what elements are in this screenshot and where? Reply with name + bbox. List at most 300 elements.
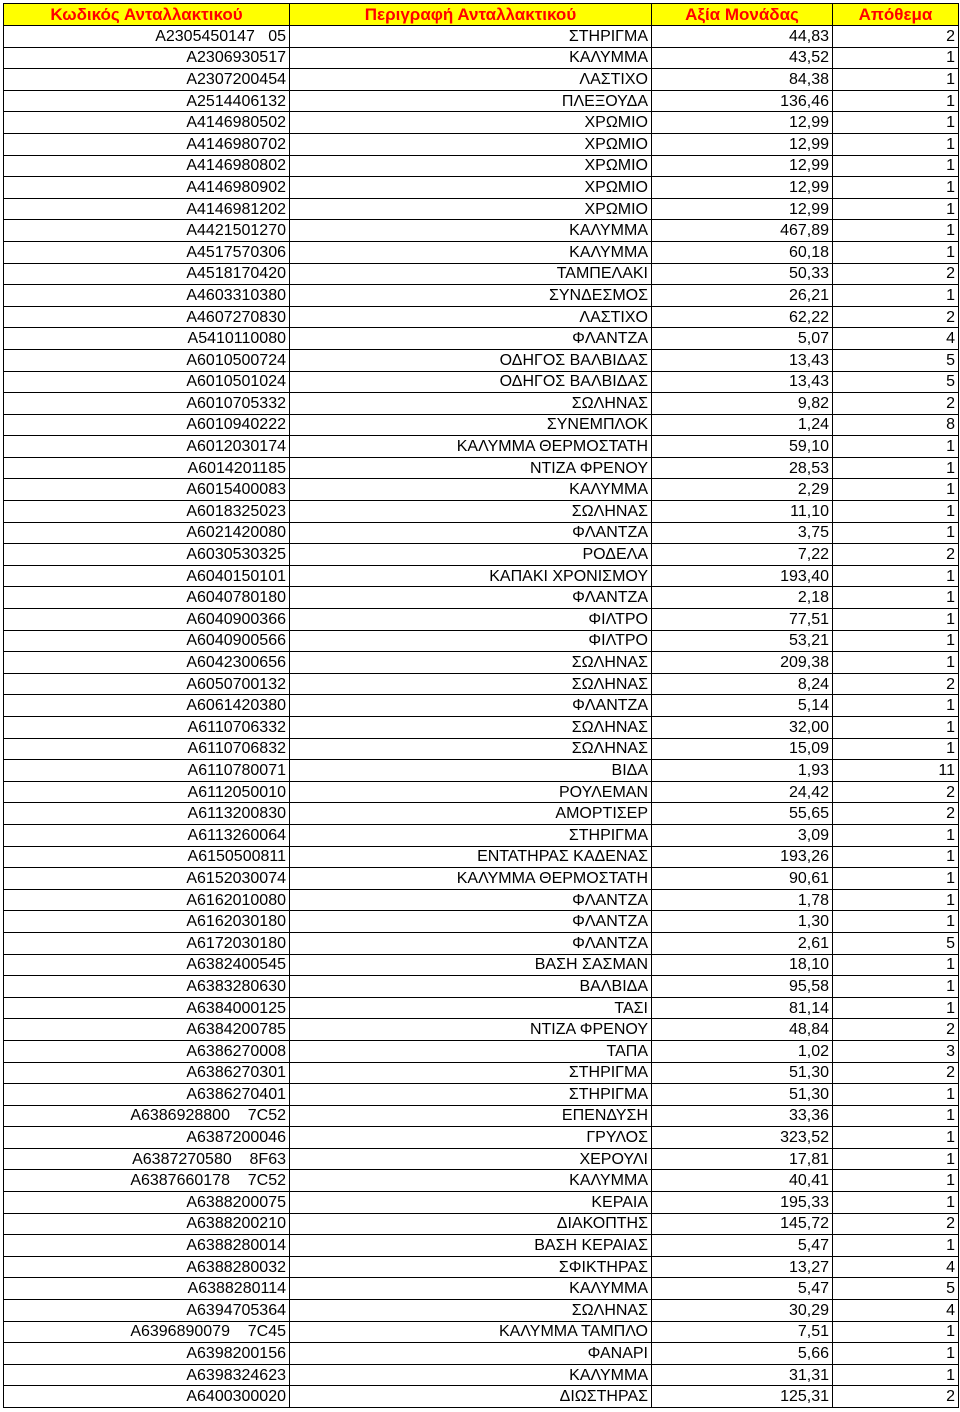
cell-description: ΦΛΑΝΤΖΑ — [290, 695, 652, 717]
table-row — [4, 26, 959, 48]
table-row — [4, 868, 959, 890]
cell-description: ΚΑΛΥΜΜΑ ΘΕΡΜΟΣΤΑΤΗ — [290, 868, 652, 890]
table-row — [4, 155, 959, 177]
cell-stock: 2 — [833, 781, 959, 803]
table-row — [4, 501, 959, 523]
cell-stock: 2 — [833, 803, 959, 825]
cell-part-code: A5410110080 — [4, 328, 290, 350]
cell-description: ΣΩΛΗΝΑΣ — [290, 393, 652, 415]
cell-stock: 1 — [833, 241, 959, 263]
cell-part-code: A6162030180 — [4, 911, 290, 933]
cell-stock: 5 — [833, 932, 959, 954]
cell-description: ΣΥΝΔΕΣΜΟΣ — [290, 285, 652, 307]
cell-unit-value: 90,61 — [652, 868, 833, 890]
cell-unit-value: 7,51 — [652, 1321, 833, 1343]
table-row — [4, 328, 959, 350]
cell-part-code: A2514406132 — [4, 90, 290, 112]
cell-part-code: A6388280014 — [4, 1235, 290, 1257]
cell-description: ΕΠΕΝΔΥΣΗ — [290, 1105, 652, 1127]
cell-unit-value: 30,29 — [652, 1300, 833, 1322]
cell-stock: 1 — [833, 155, 959, 177]
cell-part-code: A4603310380 — [4, 285, 290, 307]
cell-part-code: A6030530325 — [4, 544, 290, 566]
cell-part-code: A6113200830 — [4, 803, 290, 825]
cell-stock: 1 — [833, 133, 959, 155]
cell-part-code: A6382400545 — [4, 954, 290, 976]
cell-stock: 1 — [833, 889, 959, 911]
cell-unit-value: 59,10 — [652, 436, 833, 458]
cell-unit-value: 7,22 — [652, 544, 833, 566]
cell-unit-value: 84,38 — [652, 69, 833, 91]
cell-stock: 1 — [833, 868, 959, 890]
cell-description: ΡΟΥΛΕΜΑΝ — [290, 781, 652, 803]
cell-unit-value: 62,22 — [652, 306, 833, 328]
table-row — [4, 1343, 959, 1365]
cell-unit-value: 13,43 — [652, 349, 833, 371]
cell-stock: 2 — [833, 1213, 959, 1235]
cell-stock: 2 — [833, 306, 959, 328]
table-row — [4, 133, 959, 155]
cell-part-code: A6388280114 — [4, 1278, 290, 1300]
cell-description: ΣΩΛΗΝΑΣ — [290, 652, 652, 674]
cell-unit-value: 32,00 — [652, 717, 833, 739]
cell-unit-value: 13,43 — [652, 371, 833, 393]
cell-part-code: A6152030074 — [4, 868, 290, 890]
table-row — [4, 241, 959, 263]
cell-unit-value: 3,75 — [652, 522, 833, 544]
cell-stock: 1 — [833, 1170, 959, 1192]
cell-unit-value: 1,30 — [652, 911, 833, 933]
cell-description: ΒΑΛΒΙΔΑ — [290, 976, 652, 998]
cell-description: ΚΑΛΥΜΜΑ — [290, 479, 652, 501]
table-row — [4, 371, 959, 393]
table-row — [4, 220, 959, 242]
cell-description: ΚΑΛΥΜΜΑ — [290, 1170, 652, 1192]
cell-stock: 1 — [833, 630, 959, 652]
cell-description: ΒΑΣΗ ΣΑΣΜΑΝ — [290, 954, 652, 976]
cell-description: ΡΟΔΕΛΑ — [290, 544, 652, 566]
cell-stock: 3 — [833, 1040, 959, 1062]
cell-unit-value: 31,31 — [652, 1364, 833, 1386]
cell-unit-value: 43,52 — [652, 47, 833, 69]
cell-unit-value: 18,10 — [652, 954, 833, 976]
cell-stock: 2 — [833, 26, 959, 48]
cell-unit-value: 1,78 — [652, 889, 833, 911]
cell-unit-value: 12,99 — [652, 133, 833, 155]
cell-unit-value: 5,14 — [652, 695, 833, 717]
table-row — [4, 889, 959, 911]
cell-stock: 5 — [833, 371, 959, 393]
table-row — [4, 1321, 959, 1343]
cell-part-code: A6386928800 7C52 — [4, 1105, 290, 1127]
cell-part-code: A6040150101 — [4, 565, 290, 587]
table-row — [4, 393, 959, 415]
cell-part-code: A6040780180 — [4, 587, 290, 609]
cell-part-code: A6110706832 — [4, 738, 290, 760]
cell-part-code: A6150500811 — [4, 846, 290, 868]
cell-unit-value: 209,38 — [652, 652, 833, 674]
cell-stock: 1 — [833, 285, 959, 307]
cell-stock: 11 — [833, 760, 959, 782]
cell-description: ΦΛΑΝΤΖΑ — [290, 932, 652, 954]
cell-stock: 1 — [833, 1364, 959, 1386]
table-row — [4, 285, 959, 307]
cell-part-code: A6388200210 — [4, 1213, 290, 1235]
table-row — [4, 1084, 959, 1106]
table-row — [4, 1170, 959, 1192]
table-row — [4, 695, 959, 717]
cell-part-code: A6396890079 7C45 — [4, 1321, 290, 1343]
cell-part-code: A4146980902 — [4, 177, 290, 199]
table-row — [4, 824, 959, 846]
cell-part-code: A6042300656 — [4, 652, 290, 674]
cell-stock: 2 — [833, 393, 959, 415]
cell-part-code: A6394705364 — [4, 1300, 290, 1322]
table-row — [4, 1386, 959, 1408]
table-row — [4, 1235, 959, 1257]
cell-unit-value: 12,99 — [652, 198, 833, 220]
cell-unit-value: 15,09 — [652, 738, 833, 760]
cell-stock: 2 — [833, 1019, 959, 1041]
cell-stock: 8 — [833, 414, 959, 436]
cell-part-code: A6021420080 — [4, 522, 290, 544]
cell-description: ΧΡΩΜΙΟ — [290, 112, 652, 134]
cell-part-code: A4517570306 — [4, 241, 290, 263]
cell-stock: 1 — [833, 1343, 959, 1365]
cell-unit-value: 195,33 — [652, 1192, 833, 1214]
cell-stock: 1 — [833, 609, 959, 631]
table-row — [4, 90, 959, 112]
cell-stock: 1 — [833, 522, 959, 544]
cell-description: ΚΑΠΑΚΙ ΧΡΟΝΙΣΜΟΥ — [290, 565, 652, 587]
cell-description: ΦΑΝΑΡΙ — [290, 1343, 652, 1365]
cell-stock: 1 — [833, 997, 959, 1019]
cell-description: ΟΔΗΓΟΣ ΒΑΛΒΙΔΑΣ — [290, 349, 652, 371]
cell-part-code: A6387200046 — [4, 1127, 290, 1149]
header-row — [4, 4, 959, 26]
cell-unit-value: 26,21 — [652, 285, 833, 307]
cell-part-code: A6388280032 — [4, 1256, 290, 1278]
cell-description: ΛΑΣΤΙΧΟ — [290, 306, 652, 328]
cell-unit-value: 2,29 — [652, 479, 833, 501]
cell-description: ΤΑΜΠΕΛΑΚΙ — [290, 263, 652, 285]
cell-description: ΣΩΛΗΝΑΣ — [290, 673, 652, 695]
table-row — [4, 47, 959, 69]
table-row — [4, 997, 959, 1019]
table-row — [4, 1278, 959, 1300]
table-row — [4, 1127, 959, 1149]
cell-part-code: A6387270580 8F63 — [4, 1148, 290, 1170]
cell-description: ΚΑΛΥΜΜΑ — [290, 47, 652, 69]
cell-description: ΔΙΩΣΤΗΡΑΣ — [290, 1386, 652, 1408]
cell-part-code: A4146980502 — [4, 112, 290, 134]
table-row — [4, 846, 959, 868]
cell-unit-value: 81,14 — [652, 997, 833, 1019]
cell-description: ΒΑΣΗ ΚΕΡΑΙΑΣ — [290, 1235, 652, 1257]
cell-part-code: A2307200454 — [4, 69, 290, 91]
cell-unit-value: 193,26 — [652, 846, 833, 868]
table-row — [4, 436, 959, 458]
cell-description: ΛΑΣΤΙΧΟ — [290, 69, 652, 91]
cell-stock: 1 — [833, 1105, 959, 1127]
cell-description: ΔΙΑΚΟΠΤΗΣ — [290, 1213, 652, 1235]
cell-part-code: A6398324623 — [4, 1364, 290, 1386]
cell-part-code: A6112050010 — [4, 781, 290, 803]
cell-stock: 1 — [833, 436, 959, 458]
table-row — [4, 1256, 959, 1278]
cell-stock: 2 — [833, 1386, 959, 1408]
cell-unit-value: 323,52 — [652, 1127, 833, 1149]
cell-description: ΝΤΙΖΑ ΦΡΕΝΟΥ — [290, 457, 652, 479]
column-header-part-code: Κωδικός Ανταλλακτικού — [4, 4, 290, 26]
cell-part-code: A2306930517 — [4, 47, 290, 69]
column-header-unit-value: Αξία Μονάδας — [652, 4, 833, 26]
cell-description: ΣΥΝΕΜΠΛΟΚ — [290, 414, 652, 436]
table-row — [4, 932, 959, 954]
cell-stock: 1 — [833, 824, 959, 846]
cell-stock: 5 — [833, 1278, 959, 1300]
table-row — [4, 954, 959, 976]
cell-unit-value: 53,21 — [652, 630, 833, 652]
table-row — [4, 1019, 959, 1041]
table-row — [4, 1062, 959, 1084]
cell-part-code: A4607270830 — [4, 306, 290, 328]
cell-description: ΣΩΛΗΝΑΣ — [290, 738, 652, 760]
cell-description: ΓΡΥΛΟΣ — [290, 1127, 652, 1149]
cell-part-code: A6383280630 — [4, 976, 290, 998]
cell-description: ΦΛΑΝΤΖΑ — [290, 587, 652, 609]
table-row — [4, 1213, 959, 1235]
parts-table — [3, 3, 959, 1408]
cell-stock: 1 — [833, 69, 959, 91]
cell-description: ΝΤΙΖΑ ΦΡΕΝΟΥ — [290, 1019, 652, 1041]
cell-part-code: A6400300020 — [4, 1386, 290, 1408]
cell-description: ΚΑΛΥΜΜΑ ΤΑΜΠΛΟ — [290, 1321, 652, 1343]
cell-unit-value: 2,61 — [652, 932, 833, 954]
cell-stock: 1 — [833, 695, 959, 717]
cell-stock: 1 — [833, 457, 959, 479]
cell-part-code: A6388200075 — [4, 1192, 290, 1214]
cell-stock: 1 — [833, 47, 959, 69]
table-row — [4, 1300, 959, 1322]
cell-part-code: A6162010080 — [4, 889, 290, 911]
cell-stock: 2 — [833, 1062, 959, 1084]
cell-stock: 1 — [833, 220, 959, 242]
cell-description: ΠΛΕΞΟΥΔΑ — [290, 90, 652, 112]
cell-stock: 1 — [833, 90, 959, 112]
cell-part-code: A6113260064 — [4, 824, 290, 846]
cell-description: ΚΑΛΥΜΜΑ — [290, 220, 652, 242]
cell-unit-value: 5,07 — [652, 328, 833, 350]
table-row — [4, 112, 959, 134]
cell-stock: 2 — [833, 673, 959, 695]
cell-stock: 1 — [833, 954, 959, 976]
table-row — [4, 803, 959, 825]
table-body — [4, 26, 959, 1408]
table-row — [4, 479, 959, 501]
cell-part-code: A6061420380 — [4, 695, 290, 717]
column-header-description: Περιγραφή Ανταλλακτικού — [290, 4, 652, 26]
cell-unit-value: 2,18 — [652, 587, 833, 609]
cell-part-code: A4518170420 — [4, 263, 290, 285]
column-header-stock: Απόθεμα — [833, 4, 959, 26]
cell-unit-value: 467,89 — [652, 220, 833, 242]
cell-unit-value: 95,58 — [652, 976, 833, 998]
cell-stock: 1 — [833, 1235, 959, 1257]
cell-description: ΣΤΗΡΙΓΜΑ — [290, 26, 652, 48]
cell-part-code: A4146980802 — [4, 155, 290, 177]
cell-description: ΣΩΛΗΝΑΣ — [290, 717, 652, 739]
cell-unit-value: 193,40 — [652, 565, 833, 587]
cell-stock: 1 — [833, 911, 959, 933]
cell-unit-value: 8,24 — [652, 673, 833, 695]
cell-stock: 4 — [833, 1256, 959, 1278]
cell-stock: 1 — [833, 1148, 959, 1170]
table-row — [4, 976, 959, 998]
cell-description: ΣΩΛΗΝΑΣ — [290, 1300, 652, 1322]
cell-unit-value: 12,99 — [652, 177, 833, 199]
cell-description: ΤΑΠΑ — [290, 1040, 652, 1062]
cell-unit-value: 12,99 — [652, 155, 833, 177]
cell-unit-value: 125,31 — [652, 1386, 833, 1408]
cell-stock: 5 — [833, 349, 959, 371]
cell-unit-value: 44,83 — [652, 26, 833, 48]
table-row — [4, 673, 959, 695]
table-row — [4, 198, 959, 220]
cell-stock: 4 — [833, 328, 959, 350]
table-row — [4, 1148, 959, 1170]
cell-description: ΣΩΛΗΝΑΣ — [290, 501, 652, 523]
cell-stock: 1 — [833, 1127, 959, 1149]
cell-stock: 1 — [833, 1192, 959, 1214]
cell-stock: 1 — [833, 479, 959, 501]
cell-description: ΚΑΛΥΜΜΑ ΘΕΡΜΟΣΤΑΤΗ — [290, 436, 652, 458]
cell-unit-value: 77,51 — [652, 609, 833, 631]
table-row — [4, 263, 959, 285]
table-row — [4, 781, 959, 803]
cell-unit-value: 24,42 — [652, 781, 833, 803]
cell-description: ΟΔΗΓΟΣ ΒΑΛΒΙΔΑΣ — [290, 371, 652, 393]
cell-part-code: A6040900366 — [4, 609, 290, 631]
cell-unit-value: 55,65 — [652, 803, 833, 825]
cell-stock: 1 — [833, 738, 959, 760]
cell-stock: 1 — [833, 198, 959, 220]
cell-part-code: A6010500724 — [4, 349, 290, 371]
cell-description: ΧΡΩΜΙΟ — [290, 198, 652, 220]
cell-part-code: A6015400083 — [4, 479, 290, 501]
table-row — [4, 457, 959, 479]
cell-unit-value: 51,30 — [652, 1084, 833, 1106]
cell-stock: 1 — [833, 976, 959, 998]
cell-unit-value: 50,33 — [652, 263, 833, 285]
cell-unit-value: 13,27 — [652, 1256, 833, 1278]
cell-description: ΚΑΛΥΜΜΑ — [290, 241, 652, 263]
cell-unit-value: 5,47 — [652, 1235, 833, 1257]
table-row — [4, 349, 959, 371]
table-row — [4, 587, 959, 609]
cell-unit-value: 145,72 — [652, 1213, 833, 1235]
cell-stock: 1 — [833, 652, 959, 674]
cell-unit-value: 28,53 — [652, 457, 833, 479]
cell-unit-value: 12,99 — [652, 112, 833, 134]
cell-description: ΣΦΙΚΤΗΡΑΣ — [290, 1256, 652, 1278]
cell-description: ΦΙΛΤΡΟ — [290, 609, 652, 631]
cell-part-code: A6018325023 — [4, 501, 290, 523]
cell-description: ΣΤΗΡΙΓΜΑ — [290, 824, 652, 846]
cell-description: ΦΛΑΝΤΖΑ — [290, 328, 652, 350]
table-row — [4, 544, 959, 566]
cell-description: ΣΤΗΡΙΓΜΑ — [290, 1084, 652, 1106]
cell-unit-value: 3,09 — [652, 824, 833, 846]
cell-description: ΕΝΤΑΤΗΡΑΣ ΚΑΔΕΝΑΣ — [290, 846, 652, 868]
cell-part-code: A6172030180 — [4, 932, 290, 954]
cell-unit-value: 1,24 — [652, 414, 833, 436]
cell-unit-value: 48,84 — [652, 1019, 833, 1041]
cell-unit-value: 51,30 — [652, 1062, 833, 1084]
cell-unit-value: 11,10 — [652, 501, 833, 523]
table-row — [4, 1364, 959, 1386]
cell-stock: 1 — [833, 1084, 959, 1106]
cell-description: ΣΤΗΡΙΓΜΑ — [290, 1062, 652, 1084]
cell-unit-value: 1,02 — [652, 1040, 833, 1062]
cell-unit-value: 136,46 — [652, 90, 833, 112]
cell-description: ΦΛΑΝΤΖΑ — [290, 911, 652, 933]
cell-part-code: A6014201185 — [4, 457, 290, 479]
table-row — [4, 565, 959, 587]
table-row — [4, 760, 959, 782]
cell-stock: 1 — [833, 565, 959, 587]
cell-description: ΧΡΩΜΙΟ — [290, 177, 652, 199]
cell-unit-value: 60,18 — [652, 241, 833, 263]
cell-part-code: A6386270401 — [4, 1084, 290, 1106]
cell-part-code: A6384000125 — [4, 997, 290, 1019]
cell-description: ΑΜΟΡΤΙΣΕΡ — [290, 803, 652, 825]
table-row — [4, 306, 959, 328]
cell-stock: 1 — [833, 1321, 959, 1343]
cell-stock: 2 — [833, 263, 959, 285]
cell-part-code: A6010940222 — [4, 414, 290, 436]
cell-part-code: A6398200156 — [4, 1343, 290, 1365]
cell-description: ΒΙΔΑ — [290, 760, 652, 782]
cell-stock: 2 — [833, 544, 959, 566]
table-row — [4, 414, 959, 436]
cell-unit-value: 5,47 — [652, 1278, 833, 1300]
cell-stock: 1 — [833, 846, 959, 868]
cell-unit-value: 40,41 — [652, 1170, 833, 1192]
table-row — [4, 177, 959, 199]
cell-description: ΚΕΡΑΙΑ — [290, 1192, 652, 1214]
cell-unit-value: 17,81 — [652, 1148, 833, 1170]
cell-unit-value: 1,93 — [652, 760, 833, 782]
cell-part-code: A6384200785 — [4, 1019, 290, 1041]
table-row — [4, 652, 959, 674]
cell-part-code: A6012030174 — [4, 436, 290, 458]
cell-part-code: A6110706332 — [4, 717, 290, 739]
cell-part-code: A6110780071 — [4, 760, 290, 782]
cell-part-code: A6386270301 — [4, 1062, 290, 1084]
cell-part-code: A6050700132 — [4, 673, 290, 695]
cell-description: ΦΙΛΤΡΟ — [290, 630, 652, 652]
table-row — [4, 1105, 959, 1127]
cell-stock: 1 — [833, 717, 959, 739]
cell-description: ΧΡΩΜΙΟ — [290, 133, 652, 155]
cell-part-code: A6010501024 — [4, 371, 290, 393]
cell-part-code: A6010705332 — [4, 393, 290, 415]
cell-description: ΚΑΛΥΜΜΑ — [290, 1278, 652, 1300]
table-row — [4, 1192, 959, 1214]
cell-stock: 1 — [833, 501, 959, 523]
cell-part-code: A6387660178 7C52 — [4, 1170, 290, 1192]
